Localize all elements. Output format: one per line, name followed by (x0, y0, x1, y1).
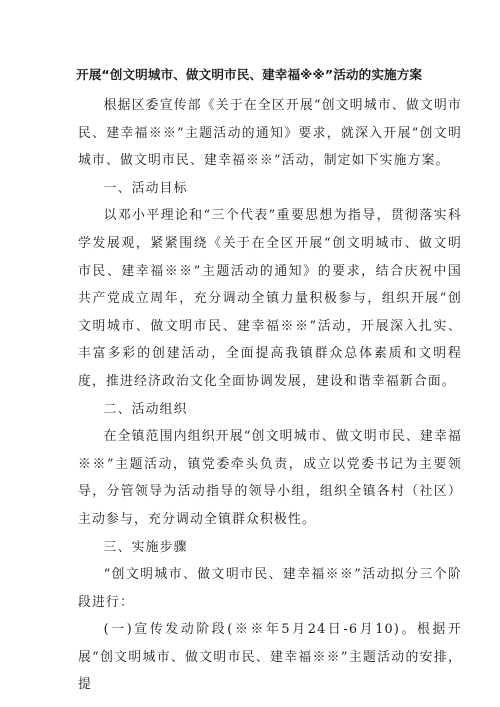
section-heading-steps: 三、实施步骤 (103, 539, 188, 555)
goals-paragraph: 以邓小平理论和“三个代表”重要思想为指导，贯彻落实科学发展观，紧紧围绕《关于在全区开展“创文明城市、做文明市民、建幸福※※”主题活动的通知》的要求，结合庆祝中国共产党成立周年，充分调动全镇力量积极参与，组织开展“创文明城市、做文明市民、建幸福※※”活动，开展深入扎实、丰富多彩的创建活动，全面提高我镇群众总体素质和文明程度，推进经济政治文化全面协调发展，建设和谐幸福新合面。 (78, 208, 462, 389)
intro-paragraph: 根据区委宣传部《关于在全区开展“创文明城市、做文明市民、建幸福※※”主题活动的通知》要求，就深入开展“创文明城市、做文明市民、建幸福※※”活动，制定如下实施方案。 (78, 98, 462, 169)
section-heading-goals: 一、活动目标 (103, 180, 188, 196)
steps-phase-one-paragraph: (一)宣传发动阶段(※※年5月24日-6月10)。根据开展“创文明城市、做文明市民、建幸福※※”主题活动的安排，提 (78, 622, 462, 693)
section-heading-organization: 二、活动组织 (103, 401, 188, 417)
organization-paragraph: 在全镇范围内组织开展“创文明城市、做文明市民、建幸福※※”主题活动，镇党委牵头负责，成立以党委书记为主要领导，分管领导为活动指导的领导小组，组织全镇各村（社区）主动参与，充分调动全镇群众积极性。 (78, 429, 462, 527)
document-body (78, 92, 462, 699)
steps-paragraph: “创文明城市、做文明市民、建幸福※※”活动拟分三个阶段进行： (78, 567, 462, 610)
document-title: 开展“创文明城市、做文明市民、建幸福※※”活动的实施方案 (76, 67, 423, 82)
